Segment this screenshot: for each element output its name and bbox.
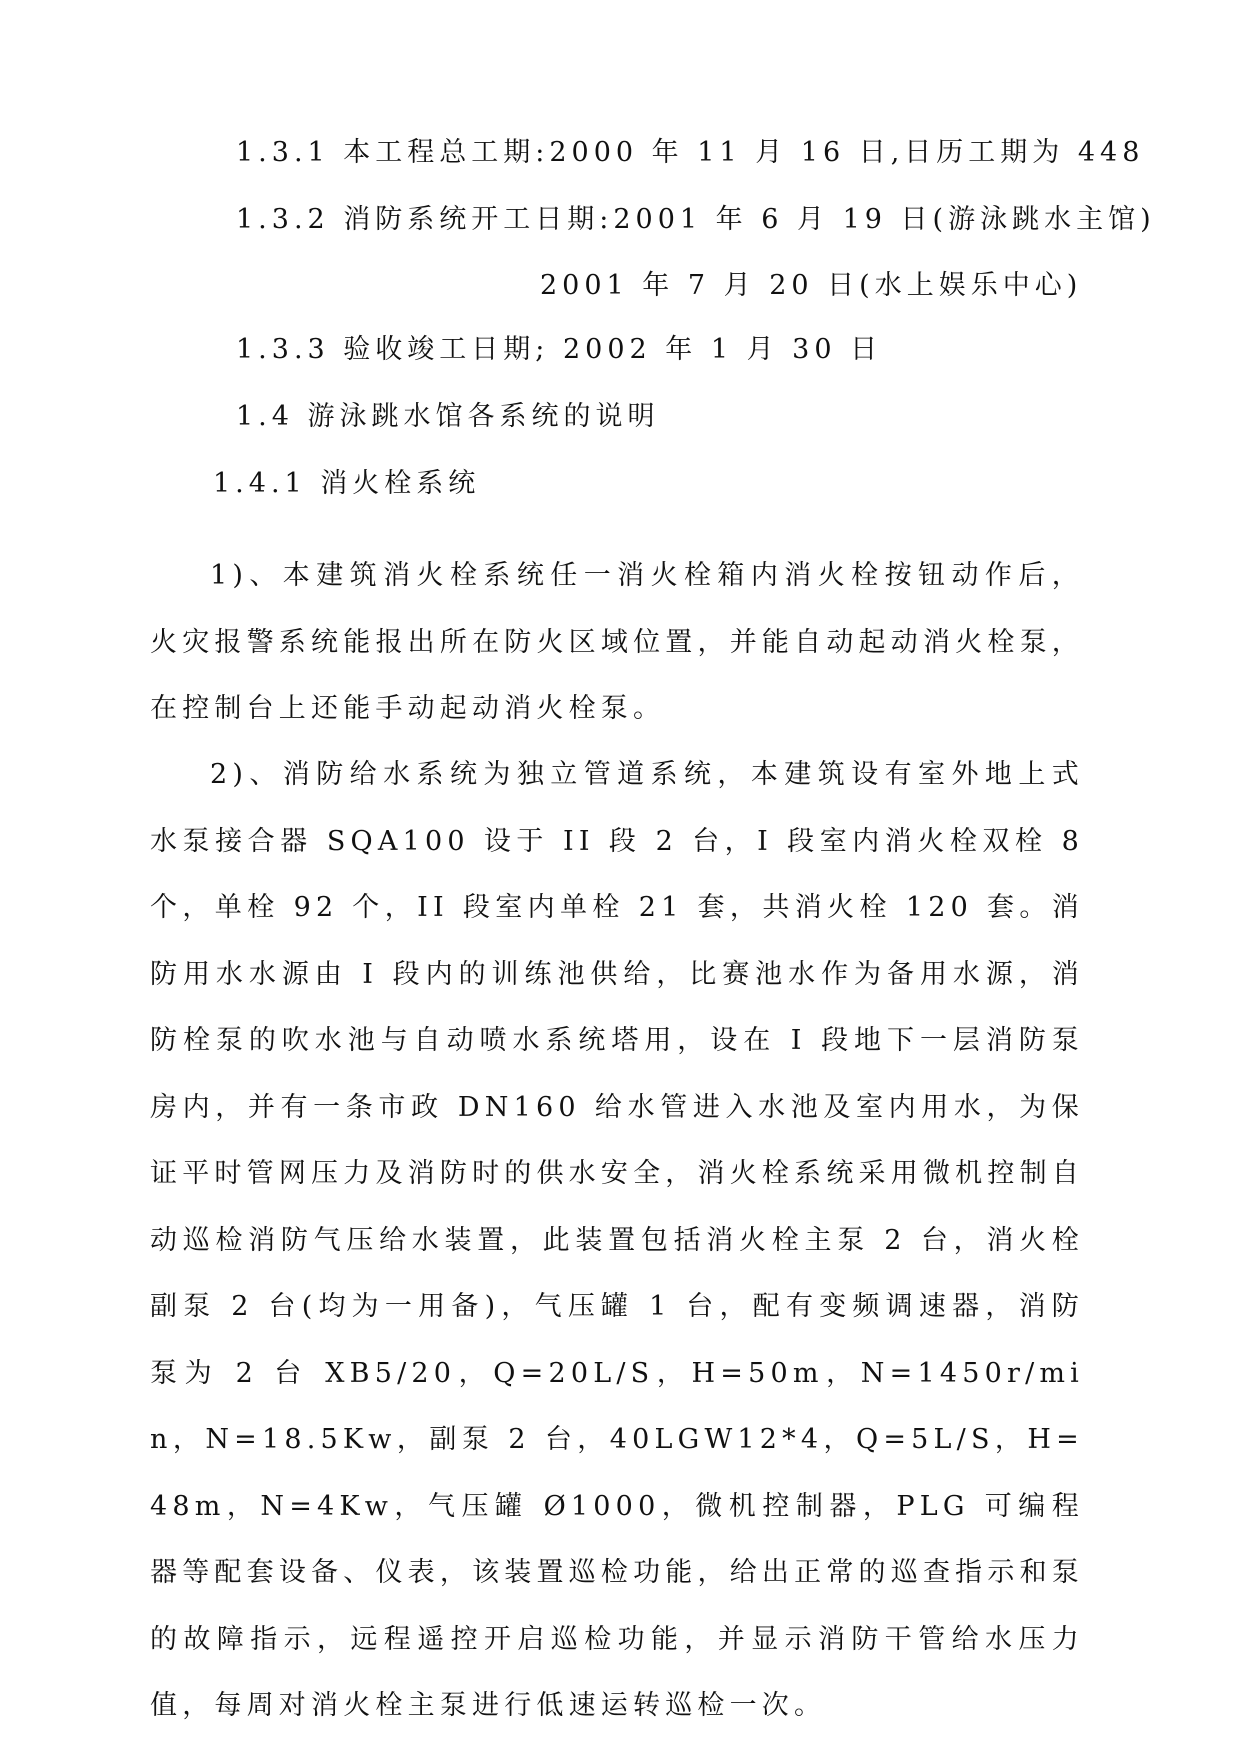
section-1-3-3: 1.3.3 验收竣工日期; 2002 年 1 月 30 日 bbox=[236, 334, 883, 365]
section-1-3-2-continuation: 2001 年 7 月 20 日(水上娱乐中心) bbox=[540, 270, 1083, 301]
paragraph-fire-water-supply: 2)、消防给水系统为独立管道系统，本建筑设有室外地上式水泵接合器 SQA100 设于 II 段 2 台，I 段室内消火栓双栓 8 个，单栓 92 个，II 段室内单栓 21 套，共消火栓 120 套。消防用水水源由 I 段内的训练池供给，比赛池水作为备用水源，消防栓泵的吹水池与自动喷水系统塔用，设在 I 段地下一层消防泵房内，并有一条市政 DN160 给水管进入水池及室内用水，为保证平时管网压力及消防时的供水安全，消火栓系统采用微机控制自动巡检消防气压给水装置，此装置包括消火栓主泵 2 台，消火栓副泵 2 台(均为一用备)，气压罐 1 台，配有变频调速器，消防泵为 2 台 XB5/20，Q=20L/S，H=50m，N=1450r/min，N=18.5Kw，副泵 2 台，40LGW12*4，Q=5L/S，H=48m，N=4Kw，气压罐 Ø1000，微机控制器，PLG 可编程器等配套设备、仪表，该装置巡检功能，给出正常的巡查指示和泵的故障指示，远程遥控开启巡检功能，并显示消防干管给水压力值，每周对消火栓主泵进行低速运转巡检一次。 bbox=[150, 759, 1084, 1721]
heading-1-4-1: 1.4.1 消火栓系统 bbox=[213, 468, 481, 499]
section-1-3-1: 1.3.1 本工程总工期:2000 年 11 月 16 日,日历工期为 448 bbox=[236, 137, 1145, 168]
section-1-3-2: 1.3.2 消防系统开工日期:2001 年 6 月 19 日(游泳跳水主馆) bbox=[236, 204, 1156, 235]
heading-1-4: 1.4 游泳跳水馆各系统的说明 bbox=[236, 401, 660, 432]
paragraph-hydrant-alarm: 1)、本建筑消火栓系统任一消火栓箱内消火栓按钮动作后，火灾报警系统能报出所在防火区域位置，并能自动起动消火栓泵，在控制台上还能手动起动消火栓泵。 bbox=[150, 560, 1084, 724]
